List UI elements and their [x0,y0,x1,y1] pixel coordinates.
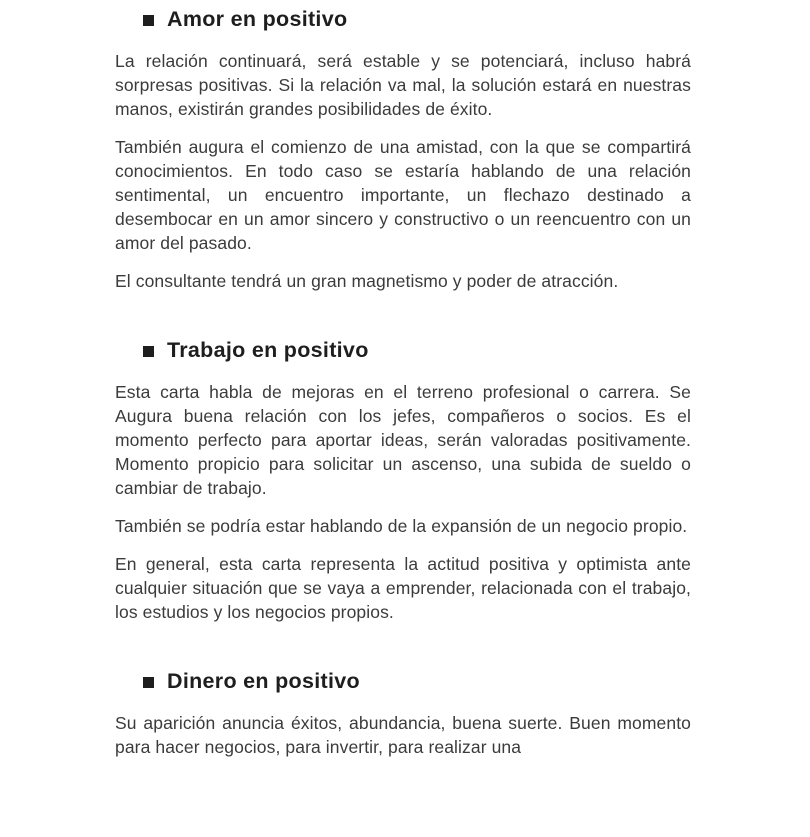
square-bullet-icon [143,346,154,357]
section-heading [115,6,691,33]
paragraph: El consultante tendrá un gran magnetismo y poder de atracción. [115,271,619,291]
section-heading-text: Amor en positivo [167,7,348,31]
paragraph: Su aparición anuncia éxitos, abundancia, buena suerte. Buen momento para hacer negocios, para invertir, para realizar una [115,713,691,757]
paragraph: También se podría estar hablando de la expansión de un negocio propio. [115,516,688,536]
square-bullet-icon [143,15,154,26]
section-heading [115,668,691,695]
paragraph: Esta carta habla de mejoras en el terreno profesional o carrera. Se Augura buena relación con los jefes, compañeros o socios. Es el momento perfecto para aportar ideas, serán valoradas positivamente. Momento propicio para solicitar un ascenso, una subida de sueldo o cambiar de trabajo. [115,382,691,498]
paragraph: También augura el comienzo de una amistad, con la que se compartirá conocimientos. En todo caso se estaría hablando de una relación sentimental, un encuentro importante, un flechazo destinado a desembocar en un amor sincero y constructivo o un reencuentro con un amor del pasado. [115,137,691,253]
paragraph: La relación continuará, será estable y se potenciará, incluso habrá sorpresas positivas. Si la relación va mal, la solución estará en nuestras manos, existirán grandes posibilidades de éxito. [115,51,691,119]
section-trabajo-en-positivo [115,337,691,624]
square-bullet-icon [143,677,154,688]
section-dinero-en-positivo [115,668,691,759]
section-heading [115,337,691,364]
section-heading-text: Dinero en positivo [167,669,360,693]
section-heading-text: Trabajo en positivo [167,338,369,362]
section-amor-en-positivo [115,6,691,293]
paragraph: En general, esta carta representa la actitud positiva y optimista ante cualquier situación que se vaya a emprender, relacionada con el trabajo, los estudios y los negocios propios. [115,554,691,622]
